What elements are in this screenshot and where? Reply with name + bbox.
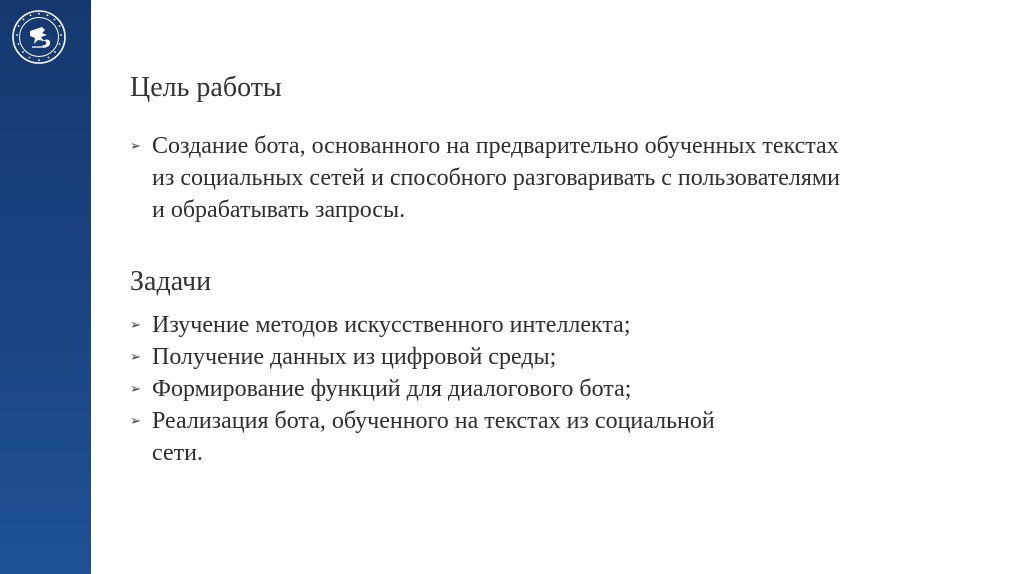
goal-list	[130, 130, 990, 226]
arrow-bullet-icon: ➢	[130, 349, 141, 364]
task-item-line: Изучение методов искусственного интеллекта;	[152, 312, 631, 338]
goal-item-line: и обрабатывать запросы.	[152, 197, 406, 223]
task-item-line: сети.	[152, 440, 203, 466]
tasks-list	[130, 309, 990, 469]
task-item	[130, 341, 832, 373]
tasks-heading: Задачи	[130, 266, 212, 297]
arrow-bullet-icon: ➢	[130, 317, 141, 332]
arrow-bullet-icon: ➢	[130, 138, 141, 153]
goal-item-line: из социальных сетей и способного разговаривать с пользователями	[152, 165, 840, 191]
goal-heading: Цель работы	[130, 72, 282, 103]
task-item	[130, 373, 832, 405]
task-item	[130, 405, 832, 469]
task-item-line: Реализация бота, обученного на текстах из социальной	[152, 408, 715, 434]
goal-item	[130, 130, 992, 226]
task-item	[130, 309, 832, 341]
arrow-bullet-icon: ➢	[130, 413, 141, 428]
arrow-bullet-icon: ➢	[130, 381, 141, 396]
university-seal-icon	[11, 9, 67, 65]
task-item-line: Получение данных из цифровой среды;	[152, 344, 557, 370]
left-sidebar-band	[0, 0, 91, 574]
task-item-line: Формирование функций для диалогового бота;	[152, 376, 632, 402]
goal-item-line: Создание бота, основанного на предварительно обученных текстах	[152, 133, 839, 159]
